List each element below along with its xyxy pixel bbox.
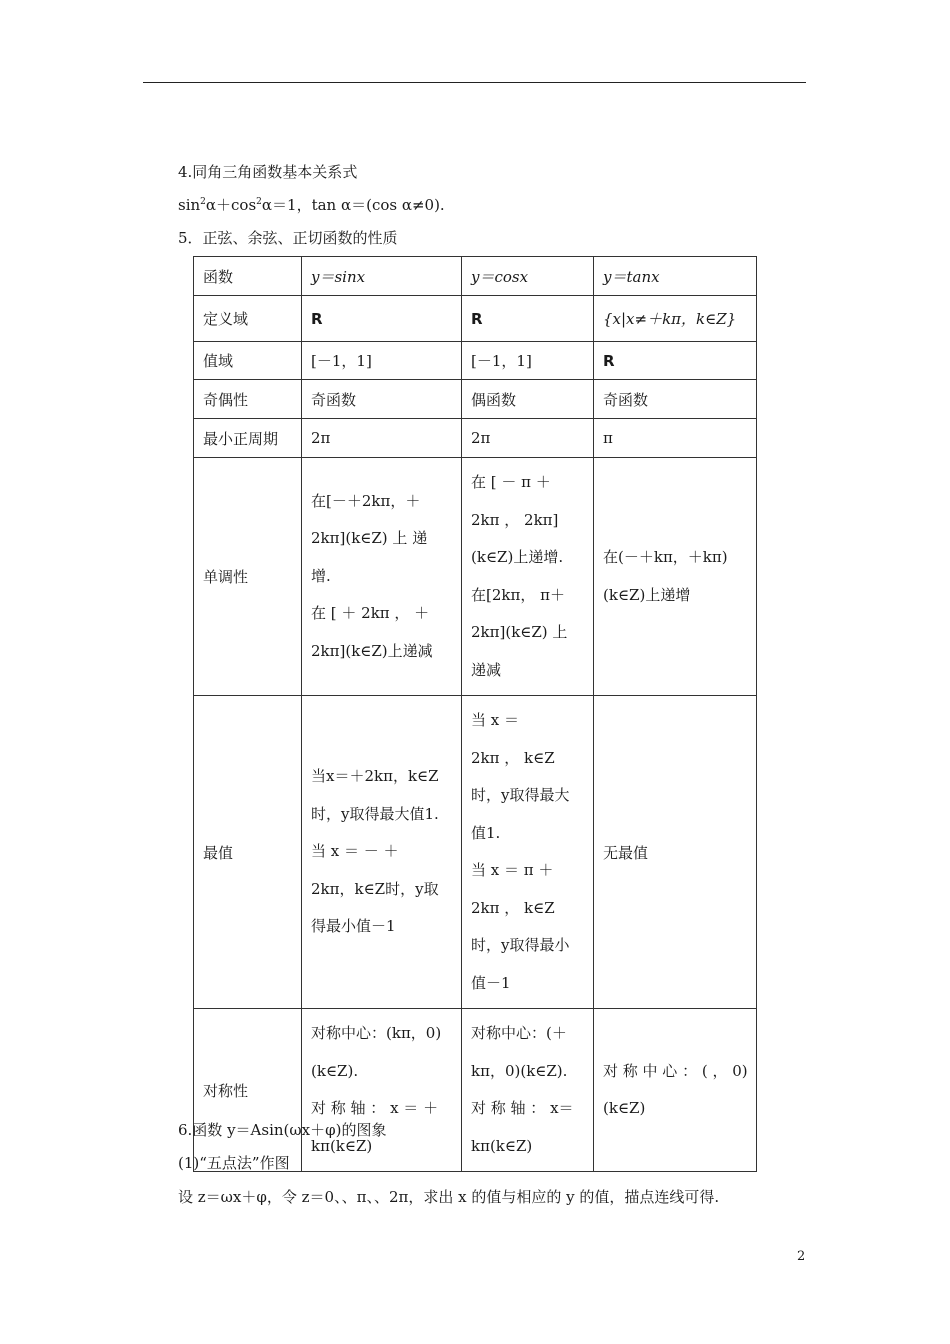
extreme-cos-line: 时，y取得最大: [471, 786, 570, 804]
monotonic-cos-line: 递减: [471, 660, 502, 679]
section-5-title: 5．正弦、余弦、正切函数的性质: [178, 229, 398, 247]
extreme-cos-line: 当 x ＝: [471, 711, 519, 729]
extreme-cos-line: 2kπ ， k∈Z: [471, 748, 555, 767]
symmetry-sin: [302, 1009, 462, 1172]
monotonic-cos-line: 在[2kπ， π＋: [471, 585, 565, 604]
monotonic-tan-line: 在(－＋kπ，＋kπ): [603, 548, 728, 566]
header-cos: y＝cosx: [462, 257, 594, 296]
section-6-text: 设 z＝ωx＋φ，令 z＝0、、π、、2π，求出 x 的值与相应的 y 的值，描点连线可得.: [178, 1188, 720, 1206]
monotonic-cos-line: (k∈Z)上递增.: [471, 548, 564, 566]
identity-formula: [178, 194, 445, 215]
symmetry-tan-line: (k∈Z): [603, 1099, 646, 1117]
section-6-title: 6.函数 y＝Asin(ωx＋φ)的图象: [178, 1121, 387, 1139]
header-sin: y＝sinx: [302, 257, 462, 296]
extreme-sin-line: 得最小值－1: [311, 917, 396, 936]
monotonic-sin-line: 增.: [311, 566, 331, 585]
symmetry-sin-line: kπ(k∈Z): [311, 1136, 373, 1155]
range-sin: [－1，1]: [302, 342, 462, 380]
table-row-header: [194, 257, 757, 296]
monotonic-tan: [594, 458, 757, 696]
section-6-subtitle: (1)“五点法”作图: [178, 1154, 290, 1172]
monotonic-sin-line: 在 [ ＋ 2kπ ， ＋: [311, 604, 430, 623]
formula-exp-2: 2: [256, 197, 262, 207]
extreme-cos-line: 值1.: [471, 823, 501, 842]
monotonic-sin-line: 在[－＋2kπ，＋: [311, 491, 421, 510]
extreme-cos-line: 值－1: [471, 973, 511, 992]
monotonic-sin-line: 2kπ](k∈Z) 上 递: [311, 529, 428, 548]
symmetry-label: 对称性: [194, 1009, 302, 1172]
extreme-sin-line: 时，y取得最大值1.: [311, 804, 439, 823]
period-tan: π: [594, 419, 757, 458]
formula-part-1: sin: [178, 196, 201, 214]
monotonic-sin-line: 2kπ](k∈Z)上递减: [311, 641, 433, 660]
domain-cos: R: [462, 296, 594, 342]
parity-cos: 偶函数: [462, 380, 594, 419]
domain-tan: {x|x≠＋kπ，k∈Z}: [594, 296, 757, 342]
monotonic-label: 单调性: [194, 458, 302, 696]
table-row-range: [194, 342, 757, 380]
domain-sin: R: [302, 296, 462, 342]
extreme-tan: 无最值: [594, 696, 757, 1009]
section-4-title: 4.同角三角函数基本关系式: [178, 163, 358, 181]
period-sin: 2π: [302, 419, 462, 458]
header-tan: y＝tanx: [594, 257, 757, 296]
symmetry-tan-line: 对 称 中 心 ： ( ， 0): [603, 1061, 748, 1080]
table-row-extreme: [194, 696, 757, 1009]
parity-label: 奇偶性: [194, 380, 302, 419]
table-row-symmetry: [194, 1009, 757, 1172]
parity-tan: 奇函数: [594, 380, 757, 419]
monotonic-cos-line: 2kπ ， 2kπ]: [471, 510, 559, 529]
table-row-monotonic: [194, 458, 757, 696]
range-tan: R: [594, 342, 757, 380]
parity-sin: 奇函数: [302, 380, 462, 419]
extreme-label: 最值: [194, 696, 302, 1009]
monotonic-sin: [302, 458, 462, 696]
table-row-period: [194, 419, 757, 458]
symmetry-cos: [462, 1009, 594, 1172]
monotonic-cos-line: 2kπ](k∈Z) 上: [471, 623, 568, 641]
extreme-sin: [302, 696, 462, 1009]
period-cos: 2π: [462, 419, 594, 458]
extreme-sin-line: 2kπ，k∈Z时，y取: [311, 879, 439, 898]
monotonic-cos: [462, 458, 594, 696]
range-label: 值域: [194, 342, 302, 380]
formula-part-2: α＋cos: [205, 196, 257, 214]
symmetry-sin-line: (k∈Z).: [311, 1061, 359, 1080]
header-rule: [143, 82, 806, 83]
symmetry-tan: [594, 1009, 757, 1172]
formula-part-3: α＝1，tan α＝(cos α≠0).: [261, 196, 445, 214]
extreme-cos-line: 当 x ＝ π ＋: [471, 861, 554, 879]
table-row-domain: [194, 296, 757, 342]
period-label: 最小正周期: [194, 419, 302, 458]
trig-properties-table: [193, 256, 757, 1172]
extreme-cos: [462, 696, 594, 1009]
symmetry-cos-line: kπ(k∈Z): [471, 1136, 533, 1155]
extreme-sin-line: 当x＝＋2kπ，k∈Z: [311, 767, 439, 786]
symmetry-cos-line: 对称中心：(＋: [471, 1024, 567, 1042]
page-number: 2: [797, 1249, 806, 1264]
symmetry-cos-line: 对 称 轴 ： x＝: [471, 1099, 574, 1117]
range-cos: [－1，1]: [462, 342, 594, 380]
domain-label: 定义域: [194, 296, 302, 342]
formula-exp-1: 2: [200, 197, 206, 207]
header-function: 函数: [194, 257, 302, 296]
symmetry-sin-line: 对 称 轴 ： x ＝ ＋: [311, 1099, 439, 1117]
monotonic-cos-line: 在 [ － π ＋: [471, 473, 551, 491]
extreme-cos-line: 2kπ ， k∈Z: [471, 898, 555, 917]
monotonic-tan-line: (k∈Z)上递增: [603, 585, 691, 604]
symmetry-cos-line: kπ，0)(k∈Z).: [471, 1061, 568, 1080]
symmetry-sin-line: 对称中心：(kπ，0): [311, 1024, 442, 1042]
table-row-parity: [194, 380, 757, 419]
extreme-cos-line: 时，y取得最小: [471, 936, 570, 954]
extreme-sin-line: 当 x ＝ － ＋: [311, 842, 399, 861]
